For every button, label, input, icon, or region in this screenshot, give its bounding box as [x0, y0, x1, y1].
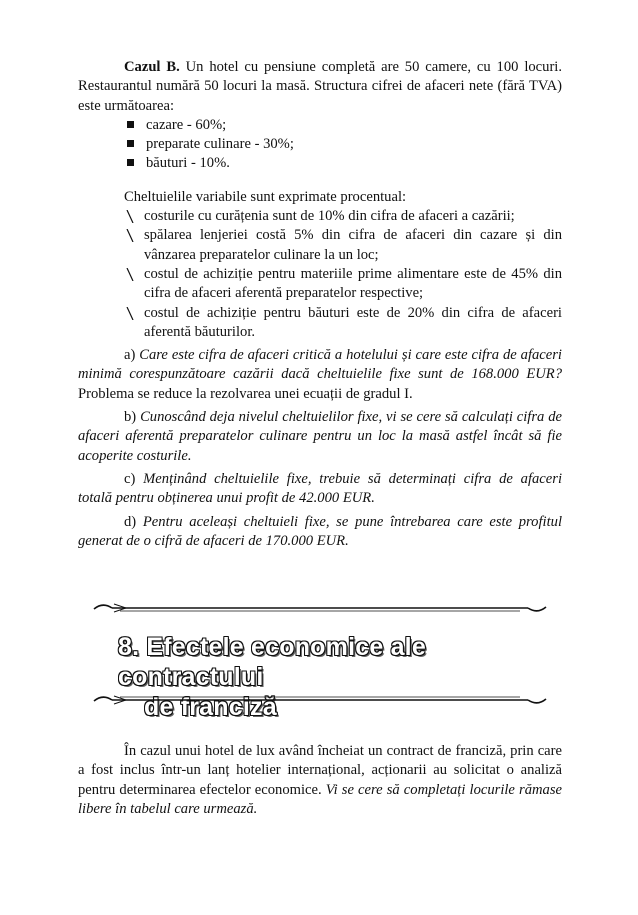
list-item: cazare - 60%;	[124, 116, 562, 135]
franchise-intro-block	[78, 742, 562, 819]
section-heading-line2: de franciză	[144, 693, 277, 721]
bracket-bullet-icon	[126, 229, 134, 242]
section-heading-line1: 8. Efectele economice ale contractului	[118, 633, 426, 691]
question-b: b) Cunoscând deja nivelul cheltuielilor fixe, vi se cere să calculați cifra de afaceri aferentă preparatelor culinare pentru un loc la masă astfel încât să fie acoperite costurile.	[78, 409, 562, 464]
list-item: costul de achiziție pentru băuturi este de 20% din cifra de afaceri aferentă băuturilor.	[124, 304, 562, 343]
ornament-top	[90, 600, 550, 616]
case-b-intro	[78, 58, 562, 116]
question-c: c) Menținând cheltuielile fixe, trebuie să determinați cifra de afaceri totală pentru obținerea unui profit de 42.000 EUR.	[78, 470, 562, 507]
case-b-intro-text: Un hotel cu pensiune completă are 50 camere, cu 100 locuri. Restaurantul numără 50 locuri la masă. Structura cifrei de afaceri nete (fără TVA) este următoarea:	[78, 59, 563, 114]
list-item: costul de achiziție pentru materiile prime alimentare este de 45% din cifra de afaceri aferentă preparatelor respective;	[124, 265, 562, 304]
variable-costs-list	[78, 207, 562, 342]
list-item: spălarea lenjeriei costă 5% din cifra de afaceri din cazare și din vânzarea preparatelor culinare la un loc;	[124, 226, 562, 265]
list-item: costurile cu curățenia sunt de 10% din cifra de afaceri a cazării;	[124, 207, 562, 226]
question-a: a) Care este cifra de afaceri critică a hotelului și care este cifra de afaceri minimă corespunzătoare cazării dacă cheltuielile fixe sunt de 168.000 EUR? Problema se reduce la rezolvarea unei ecuații de gradul I.	[78, 347, 562, 402]
flourish-divider-icon	[90, 600, 550, 616]
variable-costs-intro: Cheltuielile variabile sunt exprimate procentual:	[124, 188, 407, 205]
section-heading	[118, 632, 558, 722]
revenue-structure-list	[78, 116, 562, 174]
bracket-bullet-icon	[126, 307, 134, 320]
list-item: preparate culinare - 30%;	[124, 135, 562, 154]
franchise-intro-paragraph: În cazul unui hotel de lux având încheiat un contract de franciză, prin care a fost inclus într-un lanț hotelier internațional, acționarii au solicitat o analiză pentru determinarea efectelor economice. Vi se cere să completați locurile rămase libere în tabelul care urmează.	[78, 743, 562, 817]
ornament-bottom	[90, 692, 550, 708]
case-b-lead: Cazul B.	[124, 59, 180, 75]
bracket-bullet-icon	[126, 268, 134, 281]
bracket-bullet-icon	[126, 210, 134, 223]
list-item: băuturi - 10%.	[124, 154, 562, 173]
case-b-block	[78, 58, 562, 551]
flourish-divider-icon	[90, 692, 550, 708]
question-d: d) Pentru aceleași cheltuieli fixe, se pune întrebarea care este profitul generat de o cifră de afaceri de 170.000 EUR.	[78, 513, 562, 549]
